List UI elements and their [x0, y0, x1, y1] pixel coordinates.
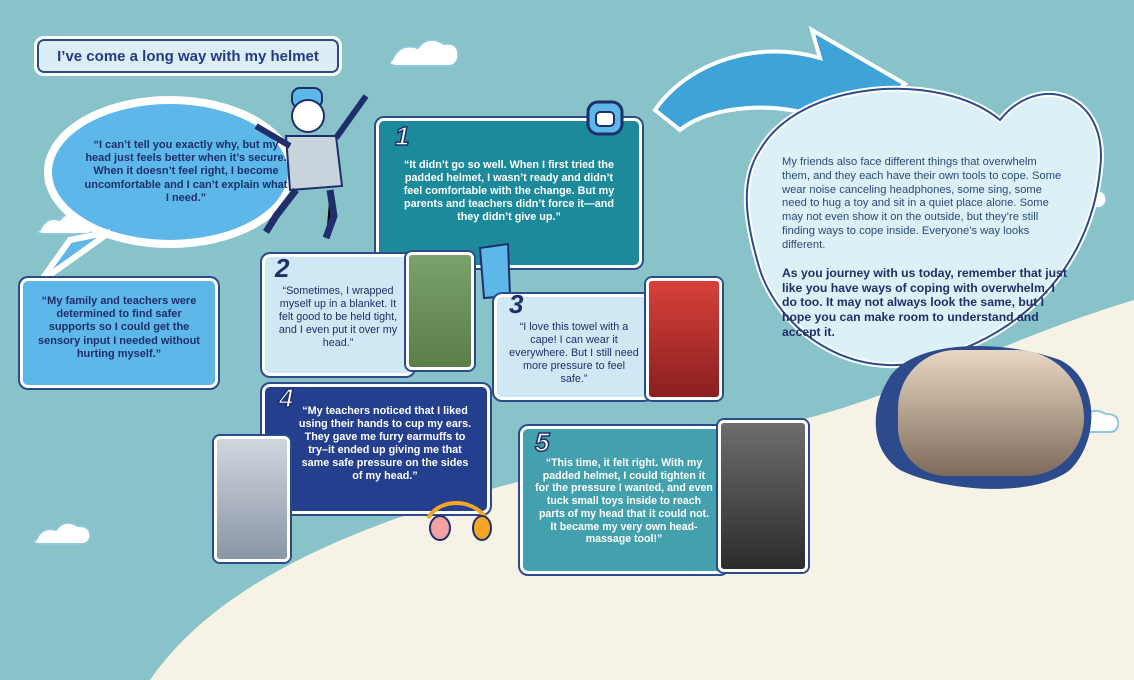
step-3-text: “I love this towel with a cape! I can wear it everywhere. But I still need more pressure to feel safe.”: [509, 321, 639, 385]
step-5-card: [520, 426, 728, 574]
earmuffs-photo: [214, 436, 290, 562]
step-2-text: “Sometimes, I wrapped myself up in a blanket. It felt good to be held tight, and I even put it over my head.”: [278, 285, 398, 349]
family-quote: “My family and teachers were determined to find safer supports so I could get the sensory input I needed without hurting myself.”: [38, 295, 200, 360]
padded-helmet-photo: [718, 420, 808, 572]
family-photo: [898, 350, 1084, 476]
page-title: I’ve come a long way with my helmet: [57, 47, 319, 65]
step-1-number: 1: [395, 121, 410, 151]
earmuffs-icon: [424, 494, 496, 548]
step-5-text: “This time, it felt right. With my padded helmet, I could tighten it for the pressure I wanted, and even tuck small toys inside to reach parts of my head that it could not. It became my very own head-massage tool!”: [535, 457, 713, 546]
blanket-photo: [406, 252, 474, 370]
right-paragraph: My friends also face different things that overwhelm them, and they each have their own tools to cope. Some wear noise canceling headphones, some sing, some need to hug a toy and sit in a quiet place alone. Some may not even show it on the outside, but they’re still finding ways to cope inside. Everyone’s way looks different.: [782, 156, 1062, 251]
intro-quote: “I can’t tell you exactly why, but my head just feels better when it’s secure. When it doesn’t feel right, I become uncomfortable and I can’t explain what I need.”: [84, 139, 288, 204]
step-3-number: 3: [509, 289, 524, 319]
step-5-number: 5: [535, 427, 550, 457]
step-4-text: “My teachers noticed that I liked using their hands to cup my ears. They gave me furry earmuffs to try–it ended up giving me that same safe pressure on the sides of my head.”: [298, 405, 472, 482]
step-1-text: “It didn’t go so well. When I first tried the padded helmet, I wasn’t ready and didn’t feel comfortable with the change. But my parents and teachers didn’t force it—and they didn’t give up.”: [403, 159, 615, 223]
cape-photo: [646, 278, 722, 400]
step-3-card: [494, 289, 652, 400]
family-quote-card: [20, 278, 218, 388]
right-bold-paragraph: As you journey with us today, remember that just like you have ways of coping with overwhelm, I do too. It may not always look the same, but I hope you can make room to understand and accept it.: [782, 266, 1067, 339]
step-4-number: 4: [279, 383, 294, 413]
step-2-number: 2: [275, 253, 290, 283]
step-2-card: [262, 254, 414, 376]
helmet-icon: [584, 96, 628, 140]
